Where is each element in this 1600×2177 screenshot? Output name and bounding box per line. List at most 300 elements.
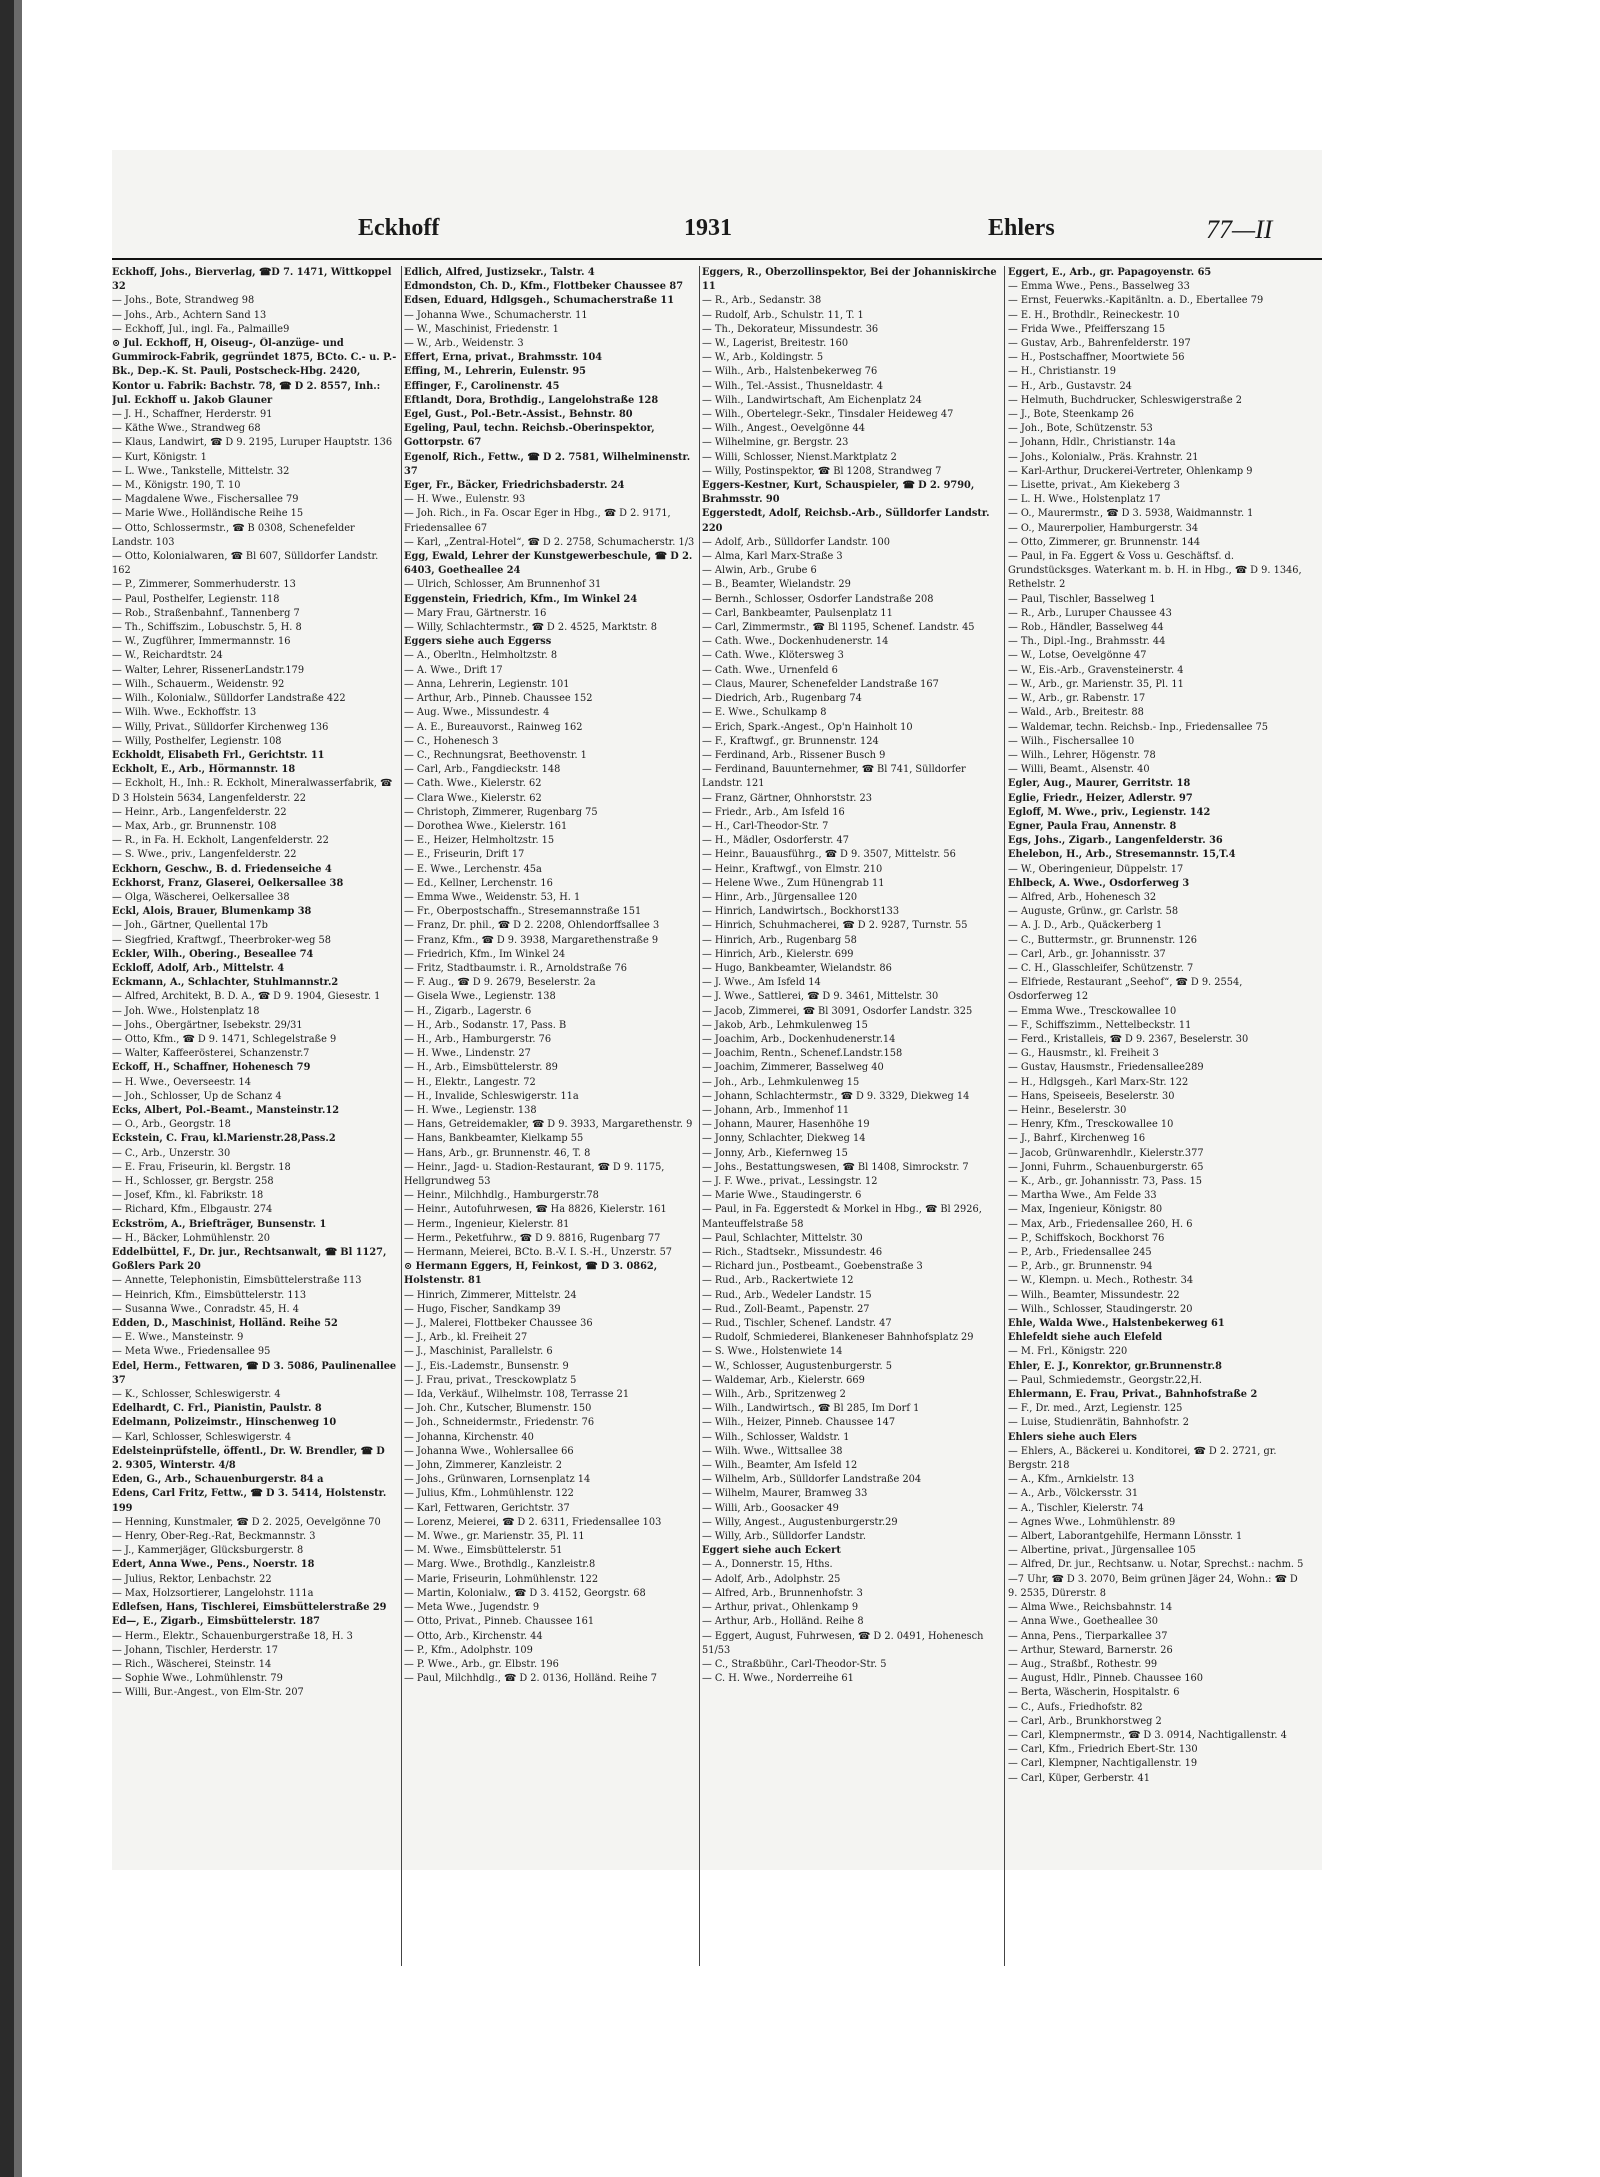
directory-entry: — Paul, in Fa. Eggerstedt & Morkel in Hbg., ☎ Bl 2926, Manteuffelstraße 58 [702, 1204, 982, 1230]
directory-entry: — Johs., Kolonialw., Präs. Krahnstr. 21 [1008, 451, 1199, 463]
directory-entry: — Paul, Tischler, Basselweg 1 [1008, 593, 1156, 605]
directory-entry: — Helmuth, Buchdrucker, Schleswigerstraße 2 [1008, 394, 1243, 406]
directory-entry: — Friedr., Arb., Am Isfeld 16 [702, 806, 845, 818]
directory-entry: — J. F. Wwe., privat., Lessingstr. 12 [702, 1176, 878, 1187]
directory-entry: — Carl, Arb., Brunkhorstweg 2 [1008, 1715, 1162, 1727]
directory-entry: Eggert, E., Arb., gr. Papagoyenstr. 65 [1008, 267, 1212, 278]
directory-entry: — Eckhoff, Jul., ingl. Fa., Palmaille9 [112, 323, 290, 335]
directory-entry: — H., Zigarb., Lagerstr. 6 [404, 1005, 532, 1017]
directory-entry: — Fritz, Stadtbaumstr. i. R., Arnoldstraße 76 [404, 962, 627, 974]
directory-entry: Eglie, Friedr., Heizer, Adlerstr. 97 [1008, 792, 1193, 804]
directory-entry: — Magdalene Wwe., Fischersallee 79 [112, 494, 299, 506]
directory-entry: — A., Kfm., Arnkielstr. 13 [1008, 1474, 1135, 1486]
directory-entry: — Heinr., Milchhdlg., Hamburgerstr.78 [404, 1190, 599, 1202]
directory-entry: — J., Kammerjäger, Glücksburgerstr. 8 [112, 1545, 304, 1557]
directory-entry: — Waldemar, Arb., Kielerstr. 669 [702, 1374, 865, 1386]
directory-entry: — E., Friseurin, Drift 17 [404, 849, 525, 861]
directory-entry: — Carl, Küper, Gerberstr. 41 [1008, 1772, 1150, 1784]
directory-entry: Eckholdt, Elisabeth Frl., Gerichtstr. 11 [112, 749, 325, 761]
directory-entry: — Hugo, Bankbeamter, Wielandstr. 86 [702, 962, 892, 974]
directory-entry: — Franz, Dr. phil., ☎ D 2. 2208, Ohlendorffsallee 3 [404, 920, 660, 932]
directory-entry: — Johs., Arb., Achtern Sand 13 [112, 309, 267, 321]
directory-entry: Edmondston, Ch. D., Kfm., Flottbeker Chaussee 87 [404, 281, 684, 293]
directory-entry: — Carl, Zimmermstr., ☎ Bl 1195, Schenef. Landstr. 45 [702, 622, 975, 634]
directory-entry: Effert, Erna, privat., Brahmsstr. 104 [404, 352, 603, 364]
directory-entry: — Alfred, Dr. jur., Rechtsanw. u. Notar, Sprechst.: nachm. 5—7 Uhr, ☎ D 3. 2070, Beim grünen Jäger 24, Wohn.: ☎ D 9. 2535, Dürerstr. 8 [1008, 1559, 1304, 1599]
directory-entry: — Henning, Kunstmaler, ☎ D 2. 2025, Oevelgönne 70 [112, 1516, 381, 1528]
directory-entry: — Heinr., Bauausführg., ☎ D 9. 3507, Mittelstr. 56 [702, 849, 956, 861]
directory-entry: — Mary Frau, Gärtnerstr. 16 [404, 607, 547, 619]
directory-entry: — P. Wwe., Arb., gr. Elbstr. 196 [404, 1658, 559, 1670]
directory-entry: Eckholt, E., Arb., Hörmannstr. 18 [112, 764, 296, 776]
directory-entry: — O., Maurermstr., ☎ D 3. 5938, Waidmannstr. 1 [1008, 508, 1254, 520]
directory-entry: — Jacob, Grünwarenhdlr., Kielerstr.377 [1008, 1147, 1204, 1159]
directory-entry: — Wilh. Wwe., Eckhoffstr. 13 [112, 707, 257, 719]
directory-entry: — H., Arb., Gustavstr. 24 [1008, 380, 1132, 392]
directory-entry: — O., Maurerpolier, Hamburgerstr. 34 [1008, 522, 1199, 534]
directory-entry: Ehle, Walda Wwe., Halstenbekerweg 61 [1008, 1318, 1225, 1330]
directory-entry: — C., Straßbühr., Carl-Theodor-Str. 5 [702, 1658, 887, 1670]
directory-entry: Eckler, Wilh., Obering., Beseallee 74 [112, 948, 314, 960]
directory-entry: — John, Zimmerer, Kanzleistr. 2 [404, 1460, 562, 1472]
directory-entry: — Helene Wwe., Zum Hünengrab 11 [702, 877, 885, 889]
directory-entry: — H., Carl-Theodor-Str. 7 [702, 820, 829, 832]
directory-entry: — W., Arb., Weidenstr. 3 [404, 338, 524, 350]
directory-entry: — A., Arb., Völckersstr. 31 [1008, 1488, 1139, 1500]
directory-entry: — Max, Arb., gr. Brunnenstr. 108 [112, 820, 277, 832]
directory-entry: — Carl, Klempnermstr., ☎ D 3. 0914, Nachtigallenstr. 4 [1008, 1729, 1287, 1741]
directory-entry: Eckstein, C. Frau, kl.Marienstr.28,Pass.2 [112, 1133, 336, 1145]
directory-entry: — W., Arb., gr. Rabenstr. 17 [1008, 693, 1146, 705]
directory-entry: — Emma Wwe., Tresckowallee 10 [1008, 1005, 1177, 1017]
directory-entry: Edens, Carl Fritz, Fettw., ☎ D 3. 5414, Holstenstr. 199 [112, 1488, 387, 1514]
directory-entry: Eckhoff, Johs., Bierverlag, ☎D 7. 1471, Wittkoppel 32 [112, 267, 392, 293]
directory-entry: — Erich, Spark.-Angest., Op'n Hainholt 10 [702, 721, 913, 733]
directory-entry: — Hans, Speiseeis, Beselerstr. 30 [1008, 1090, 1175, 1102]
directory-entry: — Rud., Zoll-Beamt., Papenstr. 27 [702, 1303, 870, 1315]
directory-entry: Ehelebon, H., Arb., Stresemannstr. 15,T.4 [1008, 849, 1236, 861]
directory-entry: — E. Frau, Friseurin, kl. Bergstr. 18 [112, 1161, 291, 1173]
directory-entry: — J., Bote, Steenkamp 26 [1008, 409, 1134, 421]
directory-entry: — Ferdinand, Bauunternehmer, ☎ Bl 741, Sülldorfer Landstr. 121 [702, 764, 966, 790]
directory-entry: — Julius, Kfm., Lohmühlenstr. 122 [404, 1488, 574, 1500]
directory-entry: — Anna, Pens., Tierparkallee 37 [1008, 1630, 1168, 1642]
directory-entry: — Johann, Tischler, Herderstr. 17 [112, 1644, 279, 1656]
directory-entry: — J., Arb., kl. Freiheit 27 [404, 1332, 528, 1344]
directory-entry: — Johs., Obergärtner, Isebekstr. 29/31 [112, 1019, 303, 1031]
directory-entry: — Otto, Privat., Pinneb. Chaussee 161 [404, 1616, 595, 1628]
directory-entry: — Olga, Wäscherei, Oelkersallee 38 [112, 891, 290, 903]
directory-entry: — Rob., Händler, Basselweg 44 [1008, 622, 1164, 634]
directory-entry: — W., Lagerist, Breitestr. 160 [702, 338, 849, 350]
directory-entry: — R., Arb., Luruper Chaussee 43 [1008, 607, 1172, 619]
directory-entry: Ehlefeldt siehe auch Elefeld [1008, 1332, 1163, 1344]
directory-entry: — W., Reichardtstr. 24 [112, 650, 223, 662]
directory-entry: — A., Oberltn., Helmholtzstr. 8 [404, 650, 558, 662]
directory-entry: — Th., Schiffszim., Lobuschstr. 5, H. 8 [112, 622, 302, 634]
directory-entry: — Wilh., Beamter, Missundestr. 22 [1008, 1289, 1180, 1301]
directory-entry: — Anna, Lehrerin, Legienstr. 101 [404, 678, 570, 690]
directory-entry: — J., Bahrf., Kirchenweg 16 [1008, 1133, 1146, 1145]
directory-entry: — F., Kraftwgf., gr. Brunnenstr. 124 [702, 735, 879, 747]
scan-binding-shadow [14, 0, 22, 2177]
directory-entry: — Joh., Schneidermstr., Friedenstr. 76 [404, 1417, 595, 1429]
directory-entry: — Th., Dipl.-Ing., Brahmsstr. 44 [1008, 636, 1166, 648]
directory-entry: — Johann, Hdlr., Christianstr. 14a [1008, 437, 1176, 449]
directory-entry: — C., Hohenesch 3 [404, 735, 499, 747]
directory-entry: — W., Schlosser, Augustenburgerstr. 5 [702, 1360, 892, 1372]
directory-entry: — F., Schiffszimm., Nettelbeckstr. 11 [1008, 1019, 1192, 1031]
directory-entry: — Max, Ingenieur, Königstr. 80 [1008, 1204, 1163, 1216]
directory-entry: — Hugo, Fischer, Sandkamp 39 [404, 1303, 561, 1315]
directory-entry: Edden, D., Maschinist, Holländ. Reihe 52 [112, 1318, 338, 1330]
directory-entry: — Jonni, Fuhrm., Schauenburgerstr. 65 [1008, 1161, 1204, 1173]
directory-entry: — Alfred, Architekt, B. D. A., ☎ D 9. 1904, Giesestr. 1 [112, 991, 381, 1003]
directory-entry: — Hinrich, Arb., Kielerstr. 699 [702, 948, 854, 960]
directory-entry: — Wald., Arb., Breitestr. 88 [1008, 707, 1144, 719]
directory-entry: — Johs., Grünwaren, Lornsenplatz 14 [404, 1474, 591, 1486]
directory-entry: — Hinrich, Arb., Rugenbarg 58 [702, 934, 857, 946]
scan-binding-edge [0, 0, 14, 2177]
directory-entry: — W., Arb., gr. Marienstr. 35, Pl. 11 [1008, 678, 1184, 690]
directory-entry: — Wilh., Kolonialw., Sülldorfer Landstraße 422 [112, 693, 346, 705]
directory-entry: — Willy, Arb., Sülldorfer Landstr. [702, 1531, 867, 1543]
directory-entry: — Willi, Beamt., Alsenstr. 40 [1008, 764, 1150, 776]
directory-entry: Ed—, E., Zigarb., Eimsbüttelerstr. 187 [112, 1616, 320, 1628]
directory-entry: — Rud., Tischler, Schenef. Landstr. 47 [702, 1318, 892, 1330]
directory-entry: — Paul, Milchhdlg., ☎ D 2. 0136, Holländ. Reihe 7 [404, 1673, 658, 1685]
directory-entry: — Aug., Straßbf., Rothestr. 99 [1008, 1658, 1158, 1670]
directory-entry: — H., Postschaffner, Moortwiete 56 [1008, 352, 1185, 364]
directory-entry: Eger, Fr., Bäcker, Friedrichsbaderstr. 24 [404, 480, 625, 492]
directory-entry: Eggerstedt, Adolf, Reichsb.-Arb., Sülldorfer Landstr. 220 [702, 508, 990, 534]
directory-entry: — Otto, Schlossermstr., ☎ B 0308, Schenefelder Landstr. 103 [112, 522, 355, 548]
directory-entry: Edlich, Alfred, Justizsekr., Talstr. 4 [404, 267, 595, 278]
directory-entry: Edelhardt, C. Frl., Pianistin, Paulstr. 8 [112, 1403, 322, 1415]
directory-entry: — Hinr., Arb., Jürgensallee 120 [702, 891, 858, 903]
directory-entry: — Carl, Bankbeamter, Paulsenplatz 11 [702, 607, 893, 619]
directory-entry: Edelmann, Polizeimstr., Hinschenweg 10 [112, 1417, 337, 1429]
directory-entry: — Joachim, Rentn., Schenef.Landstr.158 [702, 1048, 903, 1060]
directory-entry: — Lisette, privat., Am Kiekeberg 3 [1008, 480, 1180, 492]
directory-entry: — Cath. Wwe., Kielerstr. 62 [404, 778, 542, 790]
directory-entry: — Joachim, Zimmerer, Basselweg 40 [702, 1062, 884, 1074]
directory-entry: — Joh. Rich., in Fa. Oscar Eger in Hbg., ☎ D 2. 9171, Friedensallee 67 [404, 508, 671, 534]
directory-entry: — Cath. Wwe., Dockenhudenerstr. 14 [702, 636, 889, 648]
directory-entry: — A. J. D., Arb., Quäckerberg 1 [1008, 920, 1163, 932]
column-divider [699, 266, 700, 1966]
directory-entry: — Aug. Wwe., Missundestr. 4 [404, 707, 550, 719]
directory-entry: — Alma Wwe., Reichsbahnstr. 14 [1008, 1602, 1173, 1614]
directory-entry: Eckoff, H., Schaffner, Hohenesch 79 [112, 1062, 311, 1074]
directory-entry: — Clara Wwe., Kielerstr. 62 [404, 792, 542, 804]
column-1 [112, 266, 398, 1966]
directory-entry: — Wilh., Heizer, Pinneb. Chaussee 147 [702, 1417, 896, 1429]
directory-entry: — Carl, Arb., gr. Johannisstr. 37 [1008, 948, 1166, 960]
directory-entry: — Marg. Wwe., Brothdlg., Kanzleistr.8 [404, 1559, 596, 1571]
directory-entry: — J., Maschinist, Parallelstr. 6 [404, 1346, 553, 1358]
directory-entry: — Meta Wwe., Friedensallee 95 [112, 1346, 271, 1358]
directory-entry: Edelsteinprüfstelle, öffentl., Dr. W. Brendler, ☎ D 2. 9305, Winterstr. 4/8 [112, 1445, 385, 1472]
directory-entry: — Christoph, Zimmerer, Rugenbarg 75 [404, 806, 598, 818]
directory-entry: — E. Wwe., Schulkamp 8 [702, 707, 827, 719]
directory-entry: — Rud., Arb., Rackertwiete 12 [702, 1275, 854, 1287]
directory-entry: — Johanna Wwe., Wohlersallee 66 [404, 1445, 574, 1457]
directory-entry: Eddelbüttel, F., Dr. jur., Rechtsanwalt, ☎ Bl 1127, Goßlers Park 20 [112, 1247, 387, 1273]
directory-entry: — Marie, Friseurin, Lohmühlenstr. 122 [404, 1573, 599, 1585]
directory-entry: — A. Wwe., Drift 17 [404, 664, 503, 676]
directory-entry: — Joh. Chr., Kutscher, Blumenstr. 150 [404, 1403, 592, 1415]
directory-entry: — Otto, Kolonialwaren, ☎ Bl 607, Sülldorfer Landstr. 162 [112, 551, 379, 577]
directory-entry: — Lorenz, Meierei, ☎ D 2. 6311, Friedensallee 103 [404, 1516, 662, 1528]
directory-entry: — Rob., Straßenbahnf., Tannenberg 7 [112, 607, 300, 619]
directory-entry: — Max, Holzsortierer, Langelohstr. 111a [112, 1587, 314, 1599]
directory-entry: — E. H., Brothdlr., Reineckestr. 10 [1008, 309, 1180, 321]
directory-entry: — Joachim, Arb., Dockenhudenerstr.14 [702, 1033, 896, 1045]
directory-entry: ⊙ Hermann Eggers, H, Feinkost, ☎ D 3. 0862, Holstenstr. 81 [404, 1261, 658, 1287]
directory-entry: — Anna Wwe., Goetheallee 30 [1008, 1616, 1159, 1628]
directory-entry: — P., Arb., Friedensallee 245 [1008, 1247, 1152, 1259]
page-number: 77—II [1206, 215, 1273, 244]
directory-entry: — S. Wwe., priv., Langenfelderstr. 22 [112, 849, 297, 861]
directory-entry: — P., Zimmerer, Sommerhuderstr. 13 [112, 579, 296, 591]
directory-entry: — Wilh., Landwirtschaft, Am Eichenplatz 24 [702, 394, 922, 406]
directory-entry: — P., Kfm., Adolphstr. 109 [404, 1644, 533, 1656]
directory-entry: — Johann, Arb., Immenhof 11 [702, 1104, 850, 1116]
directory-entry: — Wilhelm, Maurer, Bramweg 33 [702, 1488, 868, 1500]
directory-entry: — Gustav, Hausmstr., Friedensallee289 [1008, 1062, 1204, 1074]
directory-entry: Ecks, Albert, Pol.-Beamt., Mansteinstr.12 [112, 1104, 340, 1116]
directory-entry: — J., Malerei, Flottbeker Chaussee 36 [404, 1318, 593, 1330]
directory-entry: — Julius, Rektor, Lenbachstr. 22 [112, 1573, 272, 1585]
directory-entry: — Alma, Karl Marx-Straße 3 [702, 551, 843, 563]
directory-entry: — Alfred, Arb., Brunnenhofstr. 3 [702, 1587, 863, 1599]
directory-entry: — Emma Wwe., Pens., Basselweg 33 [1008, 281, 1190, 293]
directory-entry: — Fr., Oberpostschaffn., Stresemannstraße 151 [404, 906, 642, 918]
directory-entry: — W., Eis.-Arb., Gravensteinerstr. 4 [1008, 664, 1184, 676]
directory-entry: Edsen, Eduard, Hdlgsgeh., Schumacherstraße 11 [404, 295, 675, 307]
directory-entry: — J. H., Schaffner, Herderstr. 91 [112, 409, 273, 421]
directory-entry: — Carl, Kfm., Friedrich Ebert-Str. 130 [1008, 1744, 1198, 1756]
directory-entry: — Heinr., Autofuhrwesen, ☎ Ha 8826, Kielerstr. 161 [404, 1204, 667, 1216]
directory-entry: — J., Eis.-Lademstr., Bunsenstr. 9 [404, 1360, 569, 1372]
directory-entry: — M., Königstr. 190, T. 10 [112, 480, 241, 492]
column-4 [1008, 266, 1308, 1966]
directory-entry: — Jacob, Zimmerei, ☎ Bl 3091, Osdorfer Landstr. 325 [702, 1005, 973, 1017]
directory-entry: — Marie Wwe., Holländische Reihe 15 [112, 508, 304, 520]
directory-entry: — Jonny, Arb., Kiefernweg 15 [702, 1147, 848, 1159]
directory-entry: — Käthe Wwe., Strandweg 68 [112, 423, 261, 435]
directory-entry: — Ulrich, Schlosser, Am Brunnenhof 31 [404, 579, 602, 591]
directory-entry: ⊙ Jul. Eckhoff, H, Oiseug-, Öl-anzüge- und Gummirock-Fabrik, gegründet 1875, BCto. C.- u. P.-Bk., Dep.-K. St. Pauli, Postscheck-Hbg. 2420, Kontor u. Fabrik: Bachstr. 78, ☎ D 2. 8557, Inh.: Jul. Eckhoff u. Jakob Glauner [112, 338, 397, 406]
directory-entry: — H., Elektr., Langestr. 72 [404, 1076, 536, 1088]
directory-entry: — Hermann, Meierei, BCto. B.-V. I. S.-H., Unzerstr. 57 [404, 1247, 673, 1259]
directory-entry: — Elfriede, Restaurant „Seehof“, ☎ D 9. 2554, Osdorferweg 12 [1008, 977, 1243, 1003]
directory-entry: — Johanna Wwe., Schumacherstr. 11 [404, 309, 588, 321]
directory-entry: — K., Schlosser, Schleswigerstr. 4 [112, 1389, 281, 1401]
directory-entry: — C. H., Glasschleifer, Schützenstr. 7 [1008, 962, 1194, 974]
directory-entry: Egenolf, Rich., Fettw., ☎ D 2. 7581, Wilhelminenstr. 37 [404, 451, 691, 477]
header-right-keyword: Ehlers [988, 215, 1055, 241]
directory-entry: — W., Klempn. u. Mech., Rothestr. 34 [1008, 1275, 1194, 1287]
directory-entry: — M. Frl., Königstr. 220 [1008, 1346, 1128, 1358]
directory-entry: — Herm., Ingenieur, Kielerstr. 81 [404, 1218, 570, 1230]
directory-entry: — Bernh., Schlosser, Osdorfer Landstraße 208 [702, 593, 934, 605]
directory-entry: — Joh. Wwe., Holstenplatz 18 [112, 1005, 260, 1017]
directory-entry: — Susanna Wwe., Conradstr. 45, H. 4 [112, 1303, 299, 1315]
header-year: 1931 [684, 215, 732, 241]
directory-entry: — Wilh., Beamter, Am Isfeld 12 [702, 1460, 858, 1472]
directory-entry: Egloff, M. Wwe., priv., Legienstr. 142 [1008, 806, 1211, 818]
column-2 [404, 266, 696, 1966]
directory-entry: — Willy, Schlachtermstr., ☎ D 2. 4525, Marktstr. 8 [404, 622, 657, 634]
directory-entry: — Eggert, August, Fuhrwesen, ☎ D 2. 0491, Hohenesch 51/53 [702, 1630, 984, 1656]
directory-entry: — Henry, Ober-Reg.-Rat, Beckmannstr. 3 [112, 1531, 316, 1543]
directory-entry: — Paul, in Fa. Eggert & Voss u. Geschäftsf. d. Grundstücksges. Waterkant m. b. H. in Hbg., ☎ D 9. 1346, Rethelstr. 2 [1008, 551, 1302, 591]
directory-entry: — Wilhelm, Arb., Sülldorfer Landstraße 204 [702, 1474, 922, 1486]
directory-entry: — H., Mädler, Osdorferstr. 47 [702, 835, 849, 847]
directory-entry: Eggert siehe auch Eckert [702, 1545, 841, 1557]
directory-entry: — Richard, Kfm., Elbgaustr. 274 [112, 1204, 273, 1216]
directory-entry: — H., Arb., Hamburgerstr. 76 [404, 1033, 552, 1045]
directory-entry: — Rich., Stadtsekr., Missundestr. 46 [702, 1247, 883, 1259]
directory-entry: — Arthur, Arb., Pinneb. Chaussee 152 [404, 693, 593, 705]
directory-entry: — Ehlers, A., Bäckerei u. Konditorei, ☎ D 2. 2721, gr. Bergstr. 218 [1008, 1445, 1277, 1472]
directory-entry: — Wilh., Fischersallee 10 [1008, 735, 1135, 747]
directory-entry: — Otto, Zimmerer, gr. Brunnenstr. 144 [1008, 536, 1201, 548]
directory-entry: — Jonny, Schlachter, Diekweg 14 [702, 1133, 866, 1145]
directory-entry: Edel, Herm., Fettwaren, ☎ D 3. 5086, Paulinenallee 37 [112, 1360, 397, 1386]
directory-entry: Effing, M., Lehrerin, Eulenstr. 95 [404, 366, 586, 378]
directory-entry: — Ferdinand, Arb., Rissener Busch 9 [702, 749, 886, 761]
directory-entry: — H., Schlosser, gr. Bergstr. 258 [112, 1176, 274, 1187]
directory-entry: — Willy, Angest., Augustenburgerstr.29 [702, 1516, 898, 1528]
directory-entry: — L. H. Wwe., Holstenplatz 17 [1008, 494, 1161, 506]
directory-entry: — C., Aufs., Friedhofstr. 82 [1008, 1701, 1143, 1713]
directory-entry: — Eckholt, H., Inh.: R. Eckholt, Mineralwasserfabrik, ☎ D 3 Holstein 5634, Langenfelderstr. 22 [112, 778, 393, 804]
directory-entry: Egner, Paula Frau, Annenstr. 8 [1008, 820, 1177, 832]
directory-entry: Effinger, F., Carolinenstr. 45 [404, 380, 560, 392]
column-divider [401, 266, 402, 1966]
directory-entry: — Gustav, Arb., Bahrenfelderstr. 197 [1008, 338, 1191, 350]
directory-entry: — Otto, Arb., Kirchenstr. 44 [404, 1630, 543, 1642]
directory-entry: — Gisela Wwe., Legienstr. 138 [404, 991, 556, 1003]
directory-entry: — Hans, Getreidemakler, ☎ D 9. 3933, Margarethenstr. 9 [404, 1119, 693, 1131]
directory-entry: Ehler, E. J., Konrektor, gr.Brunnenstr.8 [1008, 1360, 1222, 1372]
directory-entry: — F. Aug., ☎ D 9. 2679, Beselerstr. 2a [404, 977, 596, 989]
directory-entry: — Ernst, Feuerwks.-Kapitänltn. a. D., Ebertallee 79 [1008, 295, 1264, 307]
directory-entry: Eggers, R., Oberzollinspektor, Bei der Johanniskirche 11 [702, 267, 997, 293]
directory-entry: — Richard jun., Postbeamt., Goebenstraße 3 [702, 1261, 923, 1273]
directory-entry: — W., Zugführer, Immermannstr. 16 [112, 636, 291, 648]
directory-entry: — Johann, Schlachtermstr., ☎ D 9. 3329, Diekweg 14 [702, 1090, 970, 1102]
header-rule [112, 258, 1322, 260]
directory-entry: — Johanna, Kirchenstr. 40 [404, 1431, 534, 1443]
directory-entry: — B., Beamter, Wielandstr. 29 [702, 579, 851, 591]
directory-entry: — Hans, Bankbeamter, Kielkamp 55 [404, 1133, 584, 1145]
directory-entry: — C., Buttermstr., gr. Brunnenstr. 126 [1008, 934, 1197, 946]
directory-entry: — Annette, Telephonistin, Eimsbüttelerstraße 113 [112, 1275, 362, 1287]
directory-entry: — Martha Wwe., Am Felde 33 [1008, 1190, 1157, 1202]
directory-entry: — Willy, Postinspektor, ☎ Bl 1208, Strandweg 7 [702, 465, 942, 477]
directory-entry: — Wilh., Arb., Spritzenweg 2 [702, 1389, 846, 1401]
directory-entry: — Ida, Verkäuf., Wilhelmstr. 108, Terrasse 21 [404, 1389, 630, 1401]
directory-entry: — Ed., Kellner, Lerchenstr. 16 [404, 877, 553, 889]
directory-entry: — Walter, Lehrer, RissenerLandstr.179 [112, 664, 305, 676]
directory-entry: — J. Frau, privat., Tresckowplatz 5 [404, 1374, 577, 1386]
directory-entry: — Adolf, Arb., Adolphstr. 25 [702, 1573, 841, 1585]
directory-entry: — H., Hdlgsgeh., Karl Marx-Str. 122 [1008, 1076, 1189, 1088]
directory-entry: — Arthur, privat., Ohlenkamp 9 [702, 1602, 859, 1614]
directory-entry: — M. Wwe., gr. Marienstr. 35, Pl. 11 [404, 1531, 585, 1543]
directory-entry: — H., Arb., Eimsbüttelerstr. 89 [404, 1062, 558, 1074]
directory-entry: — Siegfried, Kraftwgf., Theerbroker-weg 58 [112, 934, 331, 946]
directory-entry: — Wilh. Wwe., Wittsallee 38 [702, 1445, 843, 1457]
directory-entry: — Wilh., Arb., Halstenbekerweg 76 [702, 366, 878, 378]
directory-entry: — Meta Wwe., Jugendstr. 9 [404, 1602, 540, 1614]
directory-entry: Eden, G., Arb., Schauenburgerstr. 84 a [112, 1474, 324, 1486]
directory-entry: — H., Arb., Sodanstr. 17, Pass. B [404, 1019, 567, 1031]
directory-entry: Eckmann, A., Schlachter, Stuhlmannstr.2 [112, 977, 339, 989]
directory-entry: Eckl, Alois, Brauer, Blumenkamp 38 [112, 906, 312, 918]
directory-entry: — Carl, Arb., Fangdieckstr. 148 [404, 764, 561, 776]
directory-entry: — Adolf, Arb., Sülldorfer Landstr. 100 [702, 536, 890, 548]
directory-entry: Ehlers siehe auch Elers [1008, 1431, 1137, 1443]
directory-entry: — P., Schiffskoch, Bockhorst 76 [1008, 1232, 1165, 1244]
directory-entry: — Wilhelmine, gr. Bergstr. 23 [702, 437, 849, 449]
directory-entry: — J. Wwe., Sattlerei, ☎ D 9. 3461, Mittelstr. 30 [702, 991, 939, 1003]
directory-entry: — Wilh., Tel.-Assist., Thusneldastr. 4 [702, 380, 883, 392]
directory-entry: Ehlermann, E. Frau, Privat., Bahnhofstraße 2 [1008, 1389, 1258, 1401]
directory-entry: — H. Wwe., Eulenstr. 93 [404, 494, 526, 506]
directory-entry: — A. E., Bureauvorst., Rainweg 162 [404, 721, 583, 733]
directory-entry: — Johs., Bote, Strandweg 98 [112, 295, 255, 307]
directory-entry: — Berta, Wäscherin, Hospitalstr. 6 [1008, 1687, 1180, 1699]
directory-entry: — Herm., Elektr., Schauenburgerstraße 18, H. 3 [112, 1630, 353, 1642]
directory-entry: — Willy, Privat., Sülldorfer Kirchenweg 136 [112, 721, 329, 733]
directory-entry: Edlefsen, Hans, Tischlerei, Eimsbüttelerstraße 29 [112, 1602, 387, 1614]
directory-entry: — Kurt, Königstr. 1 [112, 451, 207, 463]
directory-entry: — Albert, Laborantgehilfe, Hermann Lönsstr. 1 [1008, 1531, 1243, 1543]
directory-entry: — Willi, Arb., Goosacker 49 [702, 1502, 839, 1514]
directory-entry: — R., in Fa. H. Eckholt, Langenfelderstr. 22 [112, 835, 329, 847]
directory-entry: Egler, Aug., Maurer, Gerritstr. 18 [1008, 778, 1191, 790]
directory-entry: Ehlbeck, A. Wwe., Osdorferweg 3 [1008, 877, 1190, 889]
directory-entry: — Franz, Gärtner, Ohnhorststr. 23 [702, 792, 872, 804]
directory-entry: — Heinr., Jagd- u. Stadion-Restaurant, ☎ D 9. 1175, Hellgrundweg 53 [404, 1161, 665, 1187]
directory-entry: — Wilh., Schlosser, Waldstr. 1 [702, 1431, 850, 1443]
directory-entry: — Arthur, Arb., Holländ. Reihe 8 [702, 1616, 864, 1628]
directory-entry: Eftlandt, Dora, Brothdig., Langelohstraße 128 [404, 394, 659, 406]
directory-entry: — Diedrich, Arb., Rugenbarg 74 [702, 693, 862, 705]
directory-entry: — Johs., Bestattungswesen, ☎ Bl 1408, Simrockstr. 7 [702, 1161, 969, 1173]
directory-entry: — C., Rechnungsrat, Beethovenstr. 1 [404, 749, 587, 761]
directory-entry: — J. Wwe., Am Isfeld 14 [702, 977, 821, 989]
directory-entry: — E., Heizer, Helmholtzstr. 15 [404, 835, 555, 847]
directory-entry: — Wilh., Obertelegr.-Sekr., Tinsdaler Heideweg 47 [702, 409, 954, 421]
directory-entry: — Herm., Peketfuhrw., ☎ D 9. 8816, Rugenbarg 77 [404, 1232, 661, 1244]
directory-entry: Egel, Gust., Pol.-Betr.-Assist., Behnstr. 80 [404, 409, 633, 421]
directory-entry: — Agnes Wwe., Lohmühlenstr. 89 [1008, 1516, 1176, 1528]
directory-entry: — F., Dr. med., Arzt, Legienstr. 125 [1008, 1403, 1183, 1415]
directory-entry: — Arthur, Steward, Barnerstr. 26 [1008, 1644, 1173, 1656]
directory-entry: Egg, Ewald, Lehrer der Kunstgewerbeschule, ☎ D 2. 6403, Goetheallee 24 [404, 551, 693, 577]
directory-entry: — Jakob, Arb., Lehmkulenweg 15 [702, 1019, 868, 1031]
directory-entry: — Paul, Posthelfer, Legienstr. 118 [112, 593, 280, 605]
directory-entry: — Marie Wwe., Staudingerstr. 6 [702, 1190, 862, 1202]
directory-entry: — Hinrich, Landwirtsch., Bockhorst133 [702, 906, 900, 918]
directory-entry: — Carl, Klempner, Nachtigallenstr. 19 [1008, 1758, 1198, 1770]
